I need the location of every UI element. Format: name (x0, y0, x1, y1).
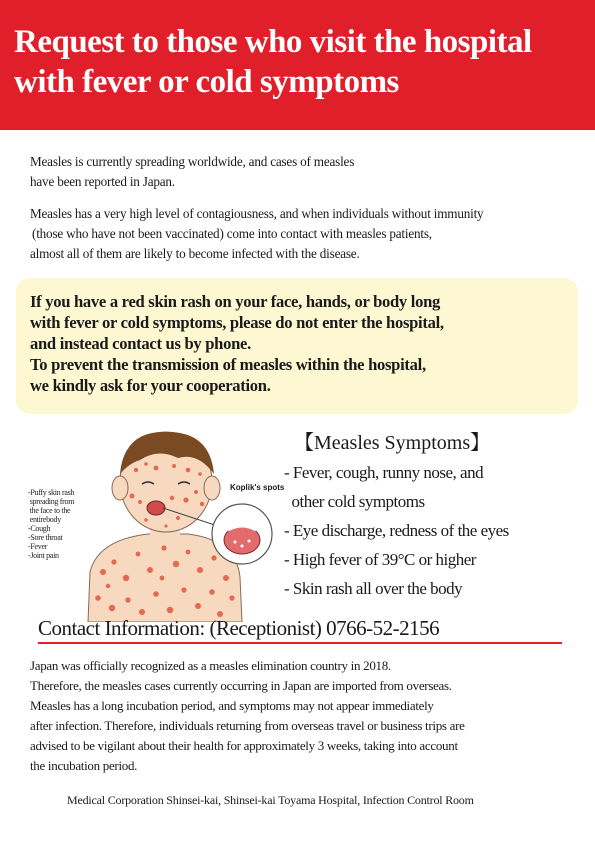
intro-line: have been reported in Japan. (30, 174, 175, 189)
illustration-label: -Cough (28, 524, 51, 533)
footer-line: Therefore, the measles cases currently occurring in Japan are imported from overseas. (30, 678, 452, 693)
kopliks-spots-label: Koplik's spots (230, 483, 285, 492)
footer-line: Measles has a long incubation period, and symptoms may not appear immediately (30, 698, 434, 713)
notice-line: and instead contact us by phone. (30, 334, 251, 353)
footer-line: the incubation period. (30, 758, 138, 773)
illustration-label: entirebody (28, 515, 61, 524)
intro-line: almost all of them are likely to become infected with the disease. (30, 246, 360, 261)
notice-text (30, 291, 575, 396)
footer-line: advised to be vigilant about their health for approximately 3 weeks, taking into account (30, 738, 458, 753)
intro-line: Measles is currently spreading worldwide, and cases of measles (30, 154, 355, 169)
intro-paragraph-2 (30, 204, 578, 264)
symptom-item: - High fever of 39°C or higher (284, 550, 476, 569)
symptoms-list (284, 458, 589, 603)
intro-paragraph-1 (30, 152, 578, 192)
symptom-item: - Eye discharge, redness of the eyes (284, 521, 509, 540)
organization-name: Medical Corporation Shinsei-kai, Shinsei-kai Toyama Hospital, Infection Control Room (67, 793, 474, 807)
illustration-label: spreading from (28, 497, 75, 506)
notice-line: To prevent the transmission of measles within the hospital, (30, 355, 426, 374)
illustration-label: -Puffy skin rash (28, 488, 75, 497)
symptom-item: other cold symptoms (284, 492, 425, 511)
symptom-item: - Fever, cough, runny nose, and (284, 463, 484, 482)
notice-line: we kindly ask for your cooperation. (30, 376, 271, 395)
illustration-label: the face to the (28, 506, 71, 515)
symptoms-section (284, 430, 589, 603)
illustration-label: -Sore throat (28, 533, 63, 542)
intro-line: (those who have not been vaccinated) come into contact with measles patients, (32, 226, 432, 241)
symptoms-heading: 【Measles Symptoms】 (294, 432, 491, 454)
title-line-1: Request to those who visit the hospital (14, 24, 532, 60)
notice-box (16, 278, 578, 414)
illustration-symptom-labels (28, 488, 98, 560)
footer-paragraph (30, 656, 580, 776)
footer-line: after infection. Therefore, individuals returning from overseas travel or business trips are (30, 718, 465, 733)
illustration-label: -Joint pain (28, 551, 59, 560)
illustration-label: -Fever (28, 542, 48, 551)
intro-line: Measles has a very high level of contagiousness, and when individuals without immunity (30, 206, 484, 221)
title-line-2: with fever or cold symptoms (14, 64, 399, 100)
notice-line: If you have a red skin rash on your face, hands, or body long (30, 292, 441, 311)
header-banner (0, 0, 595, 130)
notice-line: with fever or cold symptoms, please do not enter the hospital, (30, 313, 444, 332)
contact-information: Contact Information: (Receptionist) 0766-52-2156 (38, 615, 562, 644)
page-title (14, 22, 584, 102)
symptom-item: - Skin rash all over the body (284, 579, 463, 598)
footer-line: Japan was officially recognized as a measles elimination country in 2018. (30, 658, 391, 673)
